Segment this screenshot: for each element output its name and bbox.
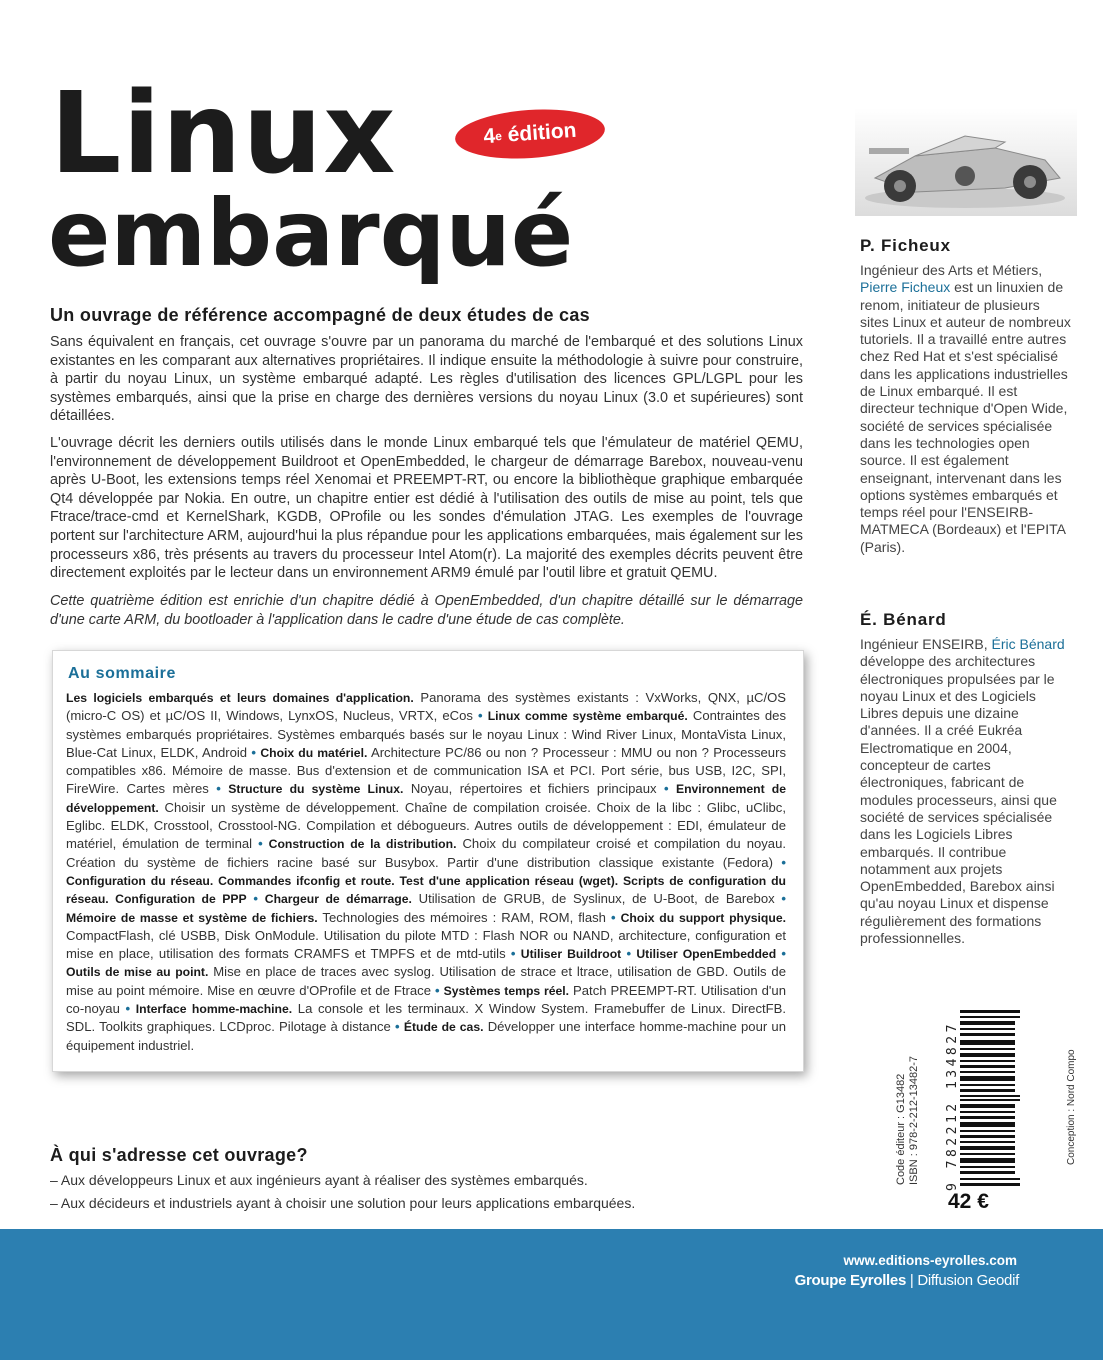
summary-body: Technologies des mémoires : RAM, ROM, flash <box>317 909 606 925</box>
summary-body: La console et les terminaux. X Window System. Framebuffer de Linux. DirectFB. SDL. Toolkits graphiques. LCDproc. Pilotage à distance <box>66 1001 787 1035</box>
bullet-icon: • <box>253 891 259 907</box>
summary-head: Mémoire de masse et système de fichiers. <box>66 910 318 925</box>
price: 42 € <box>948 1190 989 1213</box>
bullet-icon: • <box>781 854 786 870</box>
bullet-icon: • <box>781 946 787 962</box>
summary-body: Panorama des systèmes existants : VxWorks, QNX, µC/OS (micro-C OS) et µC/OS II, Windows, LynxOS, Nucleus, VRTX, eCos <box>66 690 786 724</box>
isbn: ISBN : 978-2-212-13482-7 <box>908 1055 920 1185</box>
summary-body: Choisir un système de développement. Chaîne de compilation croisée. Choix de la libc : Glibc, uClibc, Eglibc. ELDK, Crosstool, Crosstool-NG. Compilation et débogueurs. Autres outils de développement : EDI, émulateur de matériel, émulation de terminal <box>66 799 786 852</box>
code-editeur: Code éditeur : G13482 <box>895 1073 907 1185</box>
formula-car-illustration <box>855 108 1077 216</box>
summary-head: Choix du support physique. <box>620 910 786 925</box>
summary-head: Linux comme système embarqué. <box>487 709 688 724</box>
summary-body: Architecture PC/86 ou non ? Processeur : MMU ou non ? Processeurs compatibles x86. Mémoire de masse. Bus d'extension et de communication ISA et PCI. Port série, bus USB, I2C, SPI, FireWire. Cartes mères <box>66 744 786 797</box>
author-name-benard: É. Bénard <box>860 610 947 629</box>
summary-head: Configuration du réseau. Commandes ifconfig et route. Test d'une application réseau (wget). Scripts de configuration du réseau. Configuration de PPP <box>66 873 786 907</box>
publisher-line: Groupe Eyrolles | Diffusion Geodif <box>794 1272 1019 1289</box>
intro-paragraph-1: Sans équivalent en français, cet ouvrage s'ouvre par un panorama du marché de l'embarqué et des solutions Linux existantes en les comparant aux alternatives propriétaires. Il indique ensuite la méthodologie à suivre pour construire, à partir du noyau Linux, un système embarqué adapté. Les règles d'utilisation des licences GPL/LGPL pour les systèmes embarqués, ainsi que la prise en charge des dernières versions du noyau Linux (3.0 et supérieures) sont détaillées. <box>50 334 803 425</box>
edition-sup: e <box>494 128 503 144</box>
isbn-digits: 9 782212 134827 <box>945 1021 960 1191</box>
summary-body: Choix du compilateur croisé et compilation du noyau. Création du système de fichiers racine basé sur Busybox. Partir d'une distribution classique existante (Fedora) <box>66 836 787 870</box>
summary-head: Systèmes temps réel. <box>443 983 570 998</box>
code-editeur-isbn <box>895 1056 921 1185</box>
intro-paragraph-2: L'ouvrage décrit les derniers outils utilisés dans le monde Linux embarqué tels que l'émulateur de matériel QEMU, l'environnement de développement Buildroot et OpenEmbedded, le chargeur de démarrage Barebox, nouveau-venu après U-Boot, les extensions temps réel Xenomai et PREEMPT-RT, ou encore la bibliothèque graphique embarquée Qt4 développée par Nokia. En outre, un chapitre entier est dédié à l'utilisation des outils de mise au point, tels que Ftrace/trace-cmd et KernelShark, KGDB, OProfile ou les sondes d'émulation JTAG. Les exemples de l'ouvrage portent sur l'architecture ARM, aujourd'hui la plus répandue pour les applications embarquées, mais également sur les processeurs x86, très présents au travers du processeur Intel Atom(r). La majorité des exemples décrits peuvent être directement exploités par le lecteur dans un environnement ARM9 émulé par l'outil libre et gratuit QEMU. <box>50 435 803 582</box>
summary-head: Choix du matériel. <box>260 745 368 760</box>
bullet-icon: • <box>478 708 483 724</box>
summary-head: Utiliser Buildroot <box>520 947 622 962</box>
bullet-icon: • <box>435 982 440 998</box>
bullet-icon: • <box>258 836 263 852</box>
author-highlight: Éric Bénard <box>991 636 1065 652</box>
bullet-icon: • <box>251 744 257 760</box>
author-bio-benard: Ingénieur ENSEIRB, Éric Bénard développe des architectures électroniques propulsées par le noyau Linux et des Logiciels Libres depuis une dizaine d'années. Il a créé Eukréa Electromatique en 2004, concepteur de cartes électroniques, fabricant de modules processeurs, ainsi que société de services spécialisée dans les Logiciels Libres embarqués. Il contribue notamment aux projets OpenEmbedded, Barebox ainsi qu'au noyau Linux et dispense régulièrement des formations professionnelles. <box>860 636 1065 947</box>
summary-body: Noyau, répertoires et fichiers principaux <box>403 781 657 797</box>
audience-item: – Aux décideurs et industriels ayant à choisir une solution pour leurs applications embarquées. <box>50 1195 636 1211</box>
publisher-url-link[interactable]: www.editions-eyrolles.com <box>843 1253 1017 1268</box>
summary-body: Contraintes des systèmes embarqués propriétaires. Systèmes embarqués basés sur le noyau Linux : Wind River Linux, MontaVista Linux, Blue-Cat Linux, ELDK, Android <box>66 708 787 760</box>
intro-paragraph-3: Cette quatrième édition est enrichie d'un chapitre dédié à OpenEmbedded, d'un chapitre détaillé sur le démarrage d'une carte ARM, du bootloader à l'application dans le cadre d'une étude de cas complète. <box>50 593 803 628</box>
summary-head: Étude de cas. <box>403 1020 484 1035</box>
bullet-icon: • <box>216 781 221 797</box>
edition-number: 4 <box>482 124 497 149</box>
summary-head: Utiliser OpenEmbedded <box>636 947 777 962</box>
audience-heading: À qui s'adresse cet ouvrage? <box>50 1145 308 1165</box>
summary-head: Les logiciels embarqués et leurs domaines d'application. <box>66 691 414 705</box>
bullet-icon: • <box>610 909 616 925</box>
edition-badge <box>454 105 607 163</box>
summary-body: Mise en place de traces avec syslog. Utilisation de strace et ltrace, utilisation de GBD. Outils de mise au point mémoire. Mise en œuvre d'OProfile et de Ftrace <box>66 964 787 998</box>
summary-head: Structure du système Linux. <box>228 782 404 797</box>
summary-head: Environnement de développement. <box>66 782 787 815</box>
author-name-ficheux: P. Ficheux <box>860 236 951 255</box>
conception-credit: Conception : Nord Compo <box>1066 1049 1077 1165</box>
summary-head: Outils de mise au point. <box>66 965 209 980</box>
audience-item: – Aux développeurs Linux et aux ingénieurs ayant à réaliser des systèmes embarqués. <box>50 1172 588 1188</box>
summary-body: Développer une interface homme-machine pour un équipement industriel. <box>66 1019 786 1053</box>
summary-head: Construction de la distribution. <box>268 837 457 852</box>
summary-title: Au sommaire <box>68 665 176 682</box>
summary-body: CompactFlash, clé USBB, Disk OnModule. Utilisation du pilote MTD : Flash NOR ou NAND, architecture, configuration et mise en place, utilisation des formats CRAMFS et TMPFS et de mtd-utils <box>66 927 786 962</box>
summary-body: Utilisation de GRUB, de Syslinux, de U-Boot, de Barebox <box>411 891 775 907</box>
barcode-icon <box>928 1010 1033 1188</box>
bullet-icon: • <box>510 946 516 962</box>
edition-word: édition <box>506 118 578 147</box>
title-line-2: embarqué <box>48 180 574 287</box>
footer-band <box>0 1229 1103 1360</box>
author-highlight: Pierre Ficheux <box>860 279 951 296</box>
summary-head: Interface homme-machine. <box>135 1002 293 1017</box>
summary-head: Chargeur de démarrage. <box>264 892 412 907</box>
author-bio-ficheux: Ingénieur des Arts et Métiers, Pierre Ficheux est un linuxien de renom, initiateur de plusieurs sites Linux et auteur de nombreux tutoriels. Il a travaillé entre autres chez Red Hat et s'est spécialisé dans les applications industrielles de Linux embarqué. Il est directeur technique d'Open Wide, société de services spécialisée dans les technologies open source. Il est également enseignant, intervenant dans les options systèmes embarqués et temps réel pour l'ENSEIRB-MATMECA (Bordeaux) et l'EPITA (Paris). <box>860 262 1071 555</box>
bullet-icon: • <box>395 1019 400 1035</box>
bullet-icon: • <box>626 946 632 962</box>
summary-body: Patch PREEMPT-RT. Utilisation d'un co-noyau <box>66 982 787 1017</box>
bullet-icon: • <box>125 1001 131 1017</box>
summary-text <box>66 689 786 1055</box>
intro-heading: Un ouvrage de référence accompagné de deux études de cas <box>50 305 590 325</box>
title-line-1: Linux <box>50 69 397 199</box>
bullet-icon: • <box>663 781 669 797</box>
bullet-icon: • <box>781 891 786 907</box>
